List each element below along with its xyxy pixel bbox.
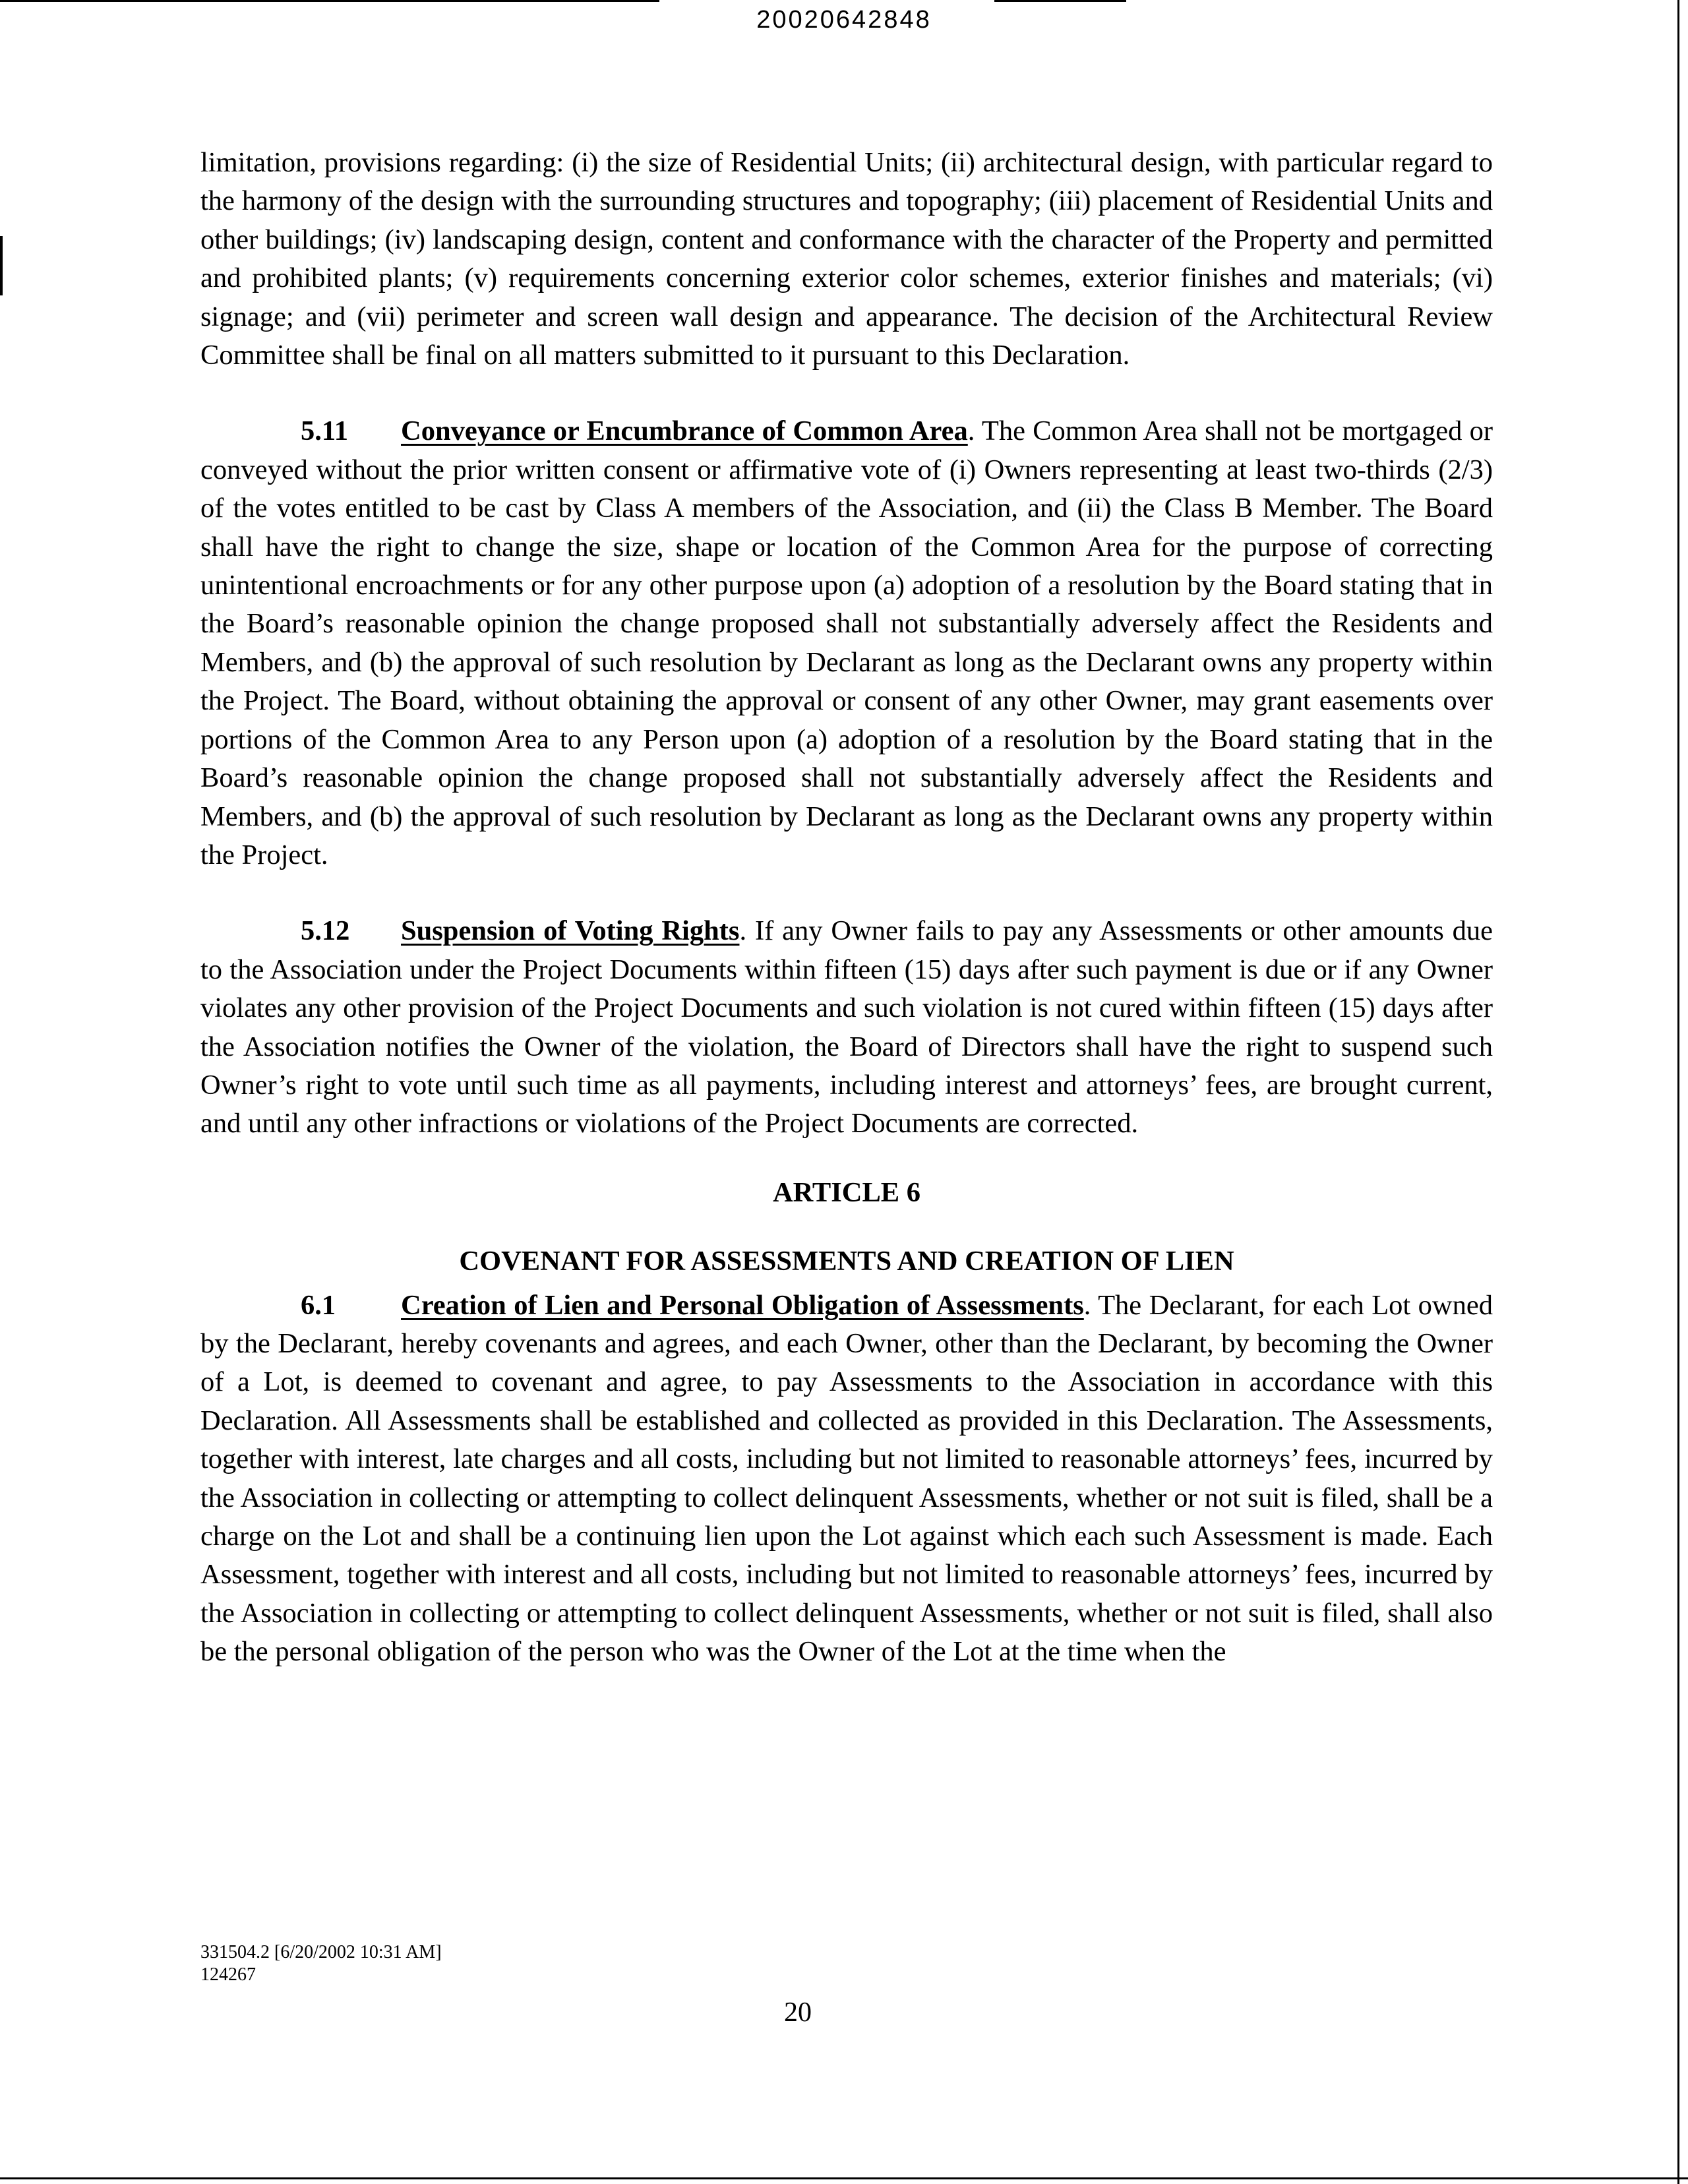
section-number: 5.11 xyxy=(301,415,349,447)
scan-edge-left-mark xyxy=(0,236,3,295)
section-6-1 xyxy=(200,1287,1493,1672)
section-text: . The Declarant, for each Lot owned by the Declarant, hereby covenants and agrees, and each Owner, other than the Declarant, by becoming the Owner of a Lot, is deemed to covenant and agree, to pay Assessments to the Association in accordance with this Declaration. All Assessments shall be established and collected as provided in this Declaration. The Assessments, together with interest, late charges and all costs, including but not limited to reasonable attorneys’ fees, incurred by the Association in collecting or attempting to collect delinquent Assessments, whether or not suit is filed, shall be a charge on the Lot and shall be a continuing lien upon the Lot against which each such Assessment is made. Each Assessment, together with interest and all costs, including but not limited to reasonable attorneys’ fees, incurred by the Association in collecting or attempting to collect delinquent Assessments, whether or not suit is filed, shall also be the personal obligation of the person who was the Owner of the Lot at the time when the xyxy=(200,1289,1493,1668)
section-5-11 xyxy=(200,412,1493,874)
footer-reference xyxy=(200,1941,442,1986)
section-number: 5.12 xyxy=(301,915,350,947)
document-body xyxy=(200,144,1493,1672)
section-title: Suspension of Voting Rights xyxy=(401,915,740,947)
article-title: COVENANT FOR ASSESSMENTS AND CREATION OF LIEN xyxy=(459,1246,1234,1277)
footer-ref-line: 331504.2 [6/20/2002 10:31 AM] xyxy=(200,1942,442,1962)
section-number: 6.1 xyxy=(301,1289,336,1321)
footer-ref-line: 124267 xyxy=(200,1964,256,1985)
document-number: 20020642848 xyxy=(756,6,932,34)
page-number: 20 xyxy=(784,1997,812,2028)
section-title: Conveyance or Encumbrance of Common Area xyxy=(401,415,968,447)
section-title: Creation of Lien and Personal Obligation of Assessments xyxy=(401,1289,1084,1321)
scan-edge-bottom xyxy=(0,2177,1688,2179)
section-text: . If any Owner fails to pay any Assessments or other amounts due to the Association under the Project Documents within fifteen (15) days after such payment is due or if any Owner violates any other provision of the Project Documents and such violation is not cured within fifteen (15) days after the Association notifies the Owner of the violation, the Board of Directors shall have the right to suspend such Owner’s right to vote until such time as all payments, including interest and attorneys’ fees, are brought current, and until any other infractions or violations of the Project Documents are corrected. xyxy=(200,915,1493,1139)
section-text: . The Common Area shall not be mortgaged or conveyed without the prior written consent or affirmative vote of (i) Owners representing at least two-thirds (2/3) of the votes entitled to be cast by Class A members of the Association, and (ii) the Class B Member. The Board shall have the right to change the size, shape or location of the Common Area for the purpose of correcting unintentional encroachments or for any other purpose upon (a) adoption of a resolution by the Board stating that in the Board’s reasonable opinion the change proposed shall not substantially adversely affect the Residents and Members, and (b) the approval of such resolution by Declarant as long as the Declarant owns any property within the Project. The Board, without obtaining the approval or consent of any other Owner, may grant easements over portions of the Common Area to any Person upon (a) adoption of a resolution by the Board stating that in the Board’s reasonable opinion the change proposed shall not substantially adversely affect the Residents and Members, and (b) the approval of such resolution by Declarant as long as the Declarant owns any property within the Project. xyxy=(200,415,1493,870)
article-number: ARTICLE 6 xyxy=(772,1176,921,1208)
section-5-12 xyxy=(200,912,1493,1143)
paragraph-continuation: limitation, provisions regarding: (i) the size of Residential Units; (ii) architectural design, with particular regard to the harmony of the design with the surrounding structures and topography; (iii) placement of Residential Units and other buildings; (iv) landscaping design, content and conformance with the character of the Property and permitted and prohibited plants; (v) requirements concerning exterior color schemes, exterior finishes and materials; (vi) signage; and (vii) perimeter and screen wall design and appearance. The decision of the Architectural Review Committee shall be final on all matters submitted to it pursuant to this Declaration. xyxy=(200,147,1493,371)
scan-edge-right xyxy=(1677,0,1679,2184)
